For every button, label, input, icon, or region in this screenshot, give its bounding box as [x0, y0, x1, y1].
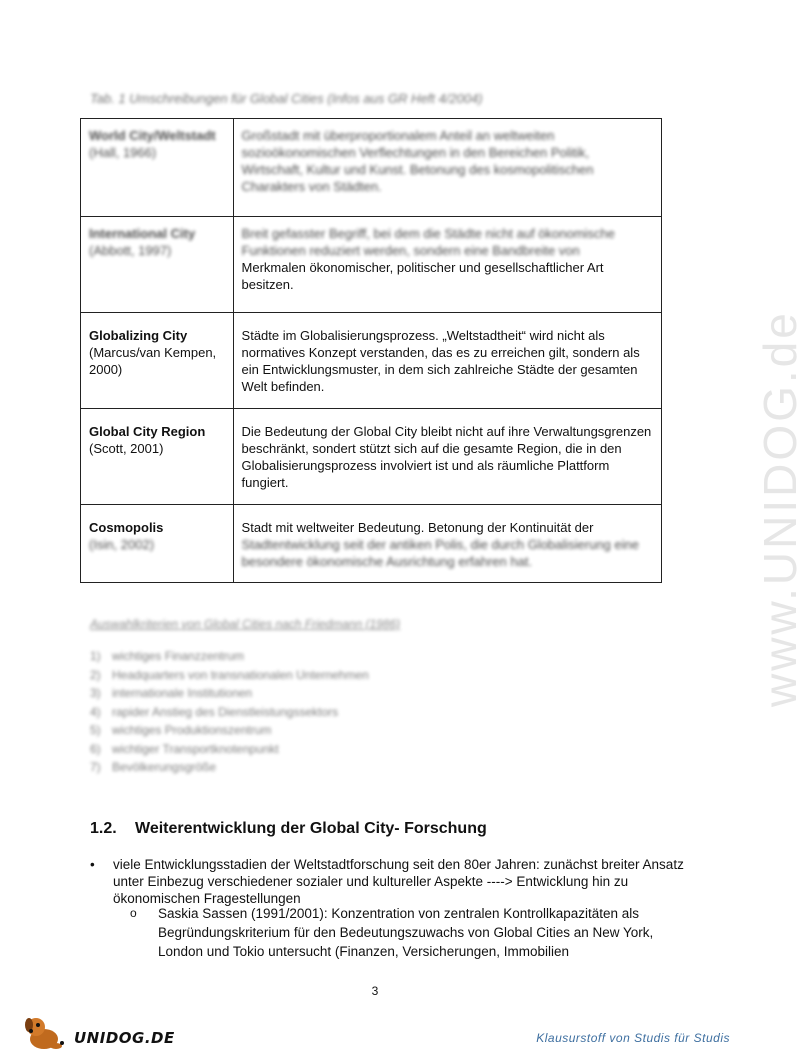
- sub-bullet-item: [130, 904, 690, 961]
- source: (Marcus/van Kempen, 2000): [89, 345, 217, 377]
- page-number: 3: [371, 984, 379, 998]
- table-row: [81, 409, 662, 505]
- section-number: 1.2.: [90, 820, 117, 837]
- source: (Scott, 2001): [89, 441, 164, 456]
- bullet-text: viele Entwicklungsstadien der Weltstadtforschung seit den 80er Jahren: zunächst breiter Ansatz unter Einbezug verschiedener sozialer und kultureller Aspekte ----> Entwicklung hin zu ökonomischen Fragestellungen: [113, 857, 684, 906]
- list-item: 6) wichtiger Transportknotenpunkt: [90, 741, 279, 756]
- term: Globalizing City: [89, 328, 188, 343]
- description: Großstadt mit überproportionalem Anteil an weltweiten sozioökonomischen Verflechtungen in den Bereichen Politik, Wirtschaft, Kultur und Kunst. Betonung des kosmopolitischen Charakters von Städten.: [241, 128, 594, 194]
- selection-criteria-list: [90, 647, 369, 777]
- list-item: 4) rapider Anstieg des Dienstleistungssektors: [90, 704, 339, 719]
- table-row: [81, 313, 662, 409]
- term: World City/Weltstadt: [89, 128, 216, 143]
- description: Merkmalen ökonomischer, politischer und gesellschaftlicher Art besitzen.: [241, 260, 604, 292]
- list-item: 3) internationale Institutionen: [90, 686, 253, 700]
- circle-bullet-icon: o: [130, 906, 137, 920]
- global-cities-table: [80, 118, 662, 583]
- section-title: Weiterentwicklung der Global City- Forschung: [135, 820, 487, 837]
- description-blurred: Breit gefasster Begriff, bei dem die Städte nicht auf ökonomische Funktionen reduziert werden, sondern eine Bandbreite von: [241, 226, 615, 258]
- description: Die Bedeutung der Global City bleibt nicht auf ihre Verwaltungsgrenzen beschränkt, sondert stützt sich auf die gesamte Region, die in den Globalisierungsprozess involviert ist und als räumliche Plattform fungiert.: [241, 424, 652, 490]
- description: Städte im Globalisierungsprozess. „Weltstadtheit“ wird nicht als normatives Konzept verstanden, das es zu erreichen gilt, sondern als ein Entwicklungsmuster, in dem sich zahlreiche Städte der gesamten Welt befinden.: [241, 328, 640, 394]
- source: (Hall, 1966): [89, 145, 157, 160]
- term: Cosmopolis: [89, 520, 164, 535]
- term: Global City Region: [89, 424, 206, 439]
- term: International City: [89, 226, 196, 241]
- list-item: 2) Headquarters von transnationalen Unternehmen: [90, 667, 369, 682]
- footer-tagline: Klausurstoff von Studis für Studis: [536, 1031, 730, 1045]
- source: (Abbott, 1997): [89, 243, 172, 258]
- description: Stadt mit weltweiter Bedeutung. Betonung der Kontinuität der: [241, 520, 594, 535]
- table-row: [81, 217, 662, 313]
- list-item: 7) Bevölkerungsgröße: [90, 760, 217, 774]
- bullet-item: [90, 856, 690, 907]
- unidog-logo: [22, 1013, 182, 1053]
- watermark: www.UNIDOG.de: [754, 310, 806, 707]
- selection-criteria-title: Auswahlkriterien von Global Cities nach Friedmann (1986): [90, 617, 401, 631]
- description-blurred: Stadtentwicklung seit der antiken Polis, die durch Globalisierung eine besondere ökonomische Ausrichtung erfahren hat.: [241, 537, 639, 569]
- dog-icon: [22, 1013, 70, 1053]
- section-heading: [90, 820, 487, 838]
- bullet-icon: •: [90, 857, 95, 872]
- table-caption: Tab. 1 Umschreibungen für Global Cities (Infos aus GR Heft 4/2004): [90, 91, 483, 106]
- logo-text: UNIDOG.DE: [74, 1029, 175, 1047]
- table-row: [81, 505, 662, 583]
- sub-bullet-text: Saskia Sassen (1991/2001): Konzentration von zentralen Kontrollkapazitäten als Begründungskriterium für den Bedeutungszuwachs von Global Cities an New York, London und Tokio untersucht (Finanzen, Versicherungen, Immobilien: [158, 906, 654, 959]
- list-item: 5) wichtiges Produktionszentrum: [90, 723, 272, 737]
- source: (Isin, 2002): [89, 537, 155, 552]
- list-item: 1) wichtiges Finanzzentrum: [90, 649, 245, 663]
- table-row: [81, 119, 662, 217]
